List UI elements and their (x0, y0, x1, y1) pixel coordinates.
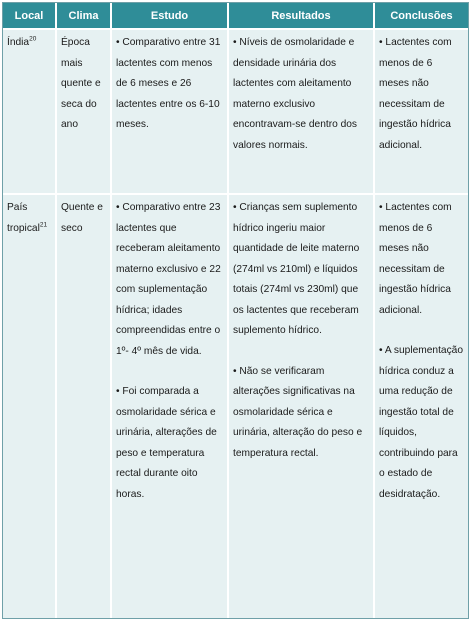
row2-local (3, 195, 55, 618)
header-estudo: Estudo (112, 3, 227, 28)
row1-resultados-item: • Níveis de osmolaridade e densidade urinária dos lactentes com aleitamento materno exclusivo encontravam-se dentro dos valores normais. (233, 37, 358, 151)
row1-estudo-item: • Comparativo entre 31 lactentes com menos de 6 meses e 26 lactentes entre os 6-10 meses. (116, 37, 221, 130)
row2-estudo-item-1: • Comparativo entre 23 lactentes que receberam aleitamento materno exclusivo e 22 com suplementação hídrica; idades compreendidas entre o 1º- 4º mês de vida. (116, 202, 221, 357)
row1-conclusoes-item: • Lactentes com menos de 6 meses não necessitam de ingestão hídrica adicional. (379, 37, 452, 151)
row1-conclusoes (375, 30, 468, 193)
row2-estudo-item-2: • Foi comparada a osmolaridade sérica e urinária, alterações de peso e temperatura rectal durante oito horas. (116, 386, 217, 500)
row2-conclusoes (375, 195, 468, 618)
row2-clima: Quente e seco (57, 195, 110, 618)
row1-local-ref: 20 (29, 35, 37, 43)
header-local: Local (3, 3, 55, 28)
table (2, 2, 469, 619)
row2-local-text: País tropical (7, 202, 40, 234)
header-resultados: Resultados (229, 3, 373, 28)
header-conclusoes: Conclusões (375, 3, 468, 28)
row2-resultados-item-1: • Crianças sem suplemento hídrico ingeriu maior quantidade de leite materno (274ml vs 210ml) e líquidos totais (274ml vs 230ml) que os lactentes que receberam suplemento hídrico. (233, 202, 360, 336)
row1-local (3, 30, 55, 193)
row1-clima: Época mais quente e seca do ano (57, 30, 110, 193)
row2-resultados-item-2: • Não se verificaram alterações significativas na osmolaridade sérica e urinária, alteração do peso e temperatura rectal. (233, 365, 363, 459)
row2-local-ref: 21 (39, 221, 48, 229)
header-clima: Clima (57, 3, 110, 28)
row2-conclusoes-item-2: • A suplementação hídrica conduz a uma redução de ingestão total de líquidos, contribuindo para o estado de desidratação. (379, 345, 463, 500)
row2-resultados (229, 195, 373, 618)
row1-resultados (229, 30, 373, 193)
row1-local-text: Índia (7, 37, 30, 48)
row2-conclusoes-item-1: • Lactentes com menos de 6 meses não necessitam de ingestão hídrica adicional. (379, 202, 452, 316)
row2-estudo (112, 195, 227, 618)
row1-estudo (112, 30, 227, 193)
